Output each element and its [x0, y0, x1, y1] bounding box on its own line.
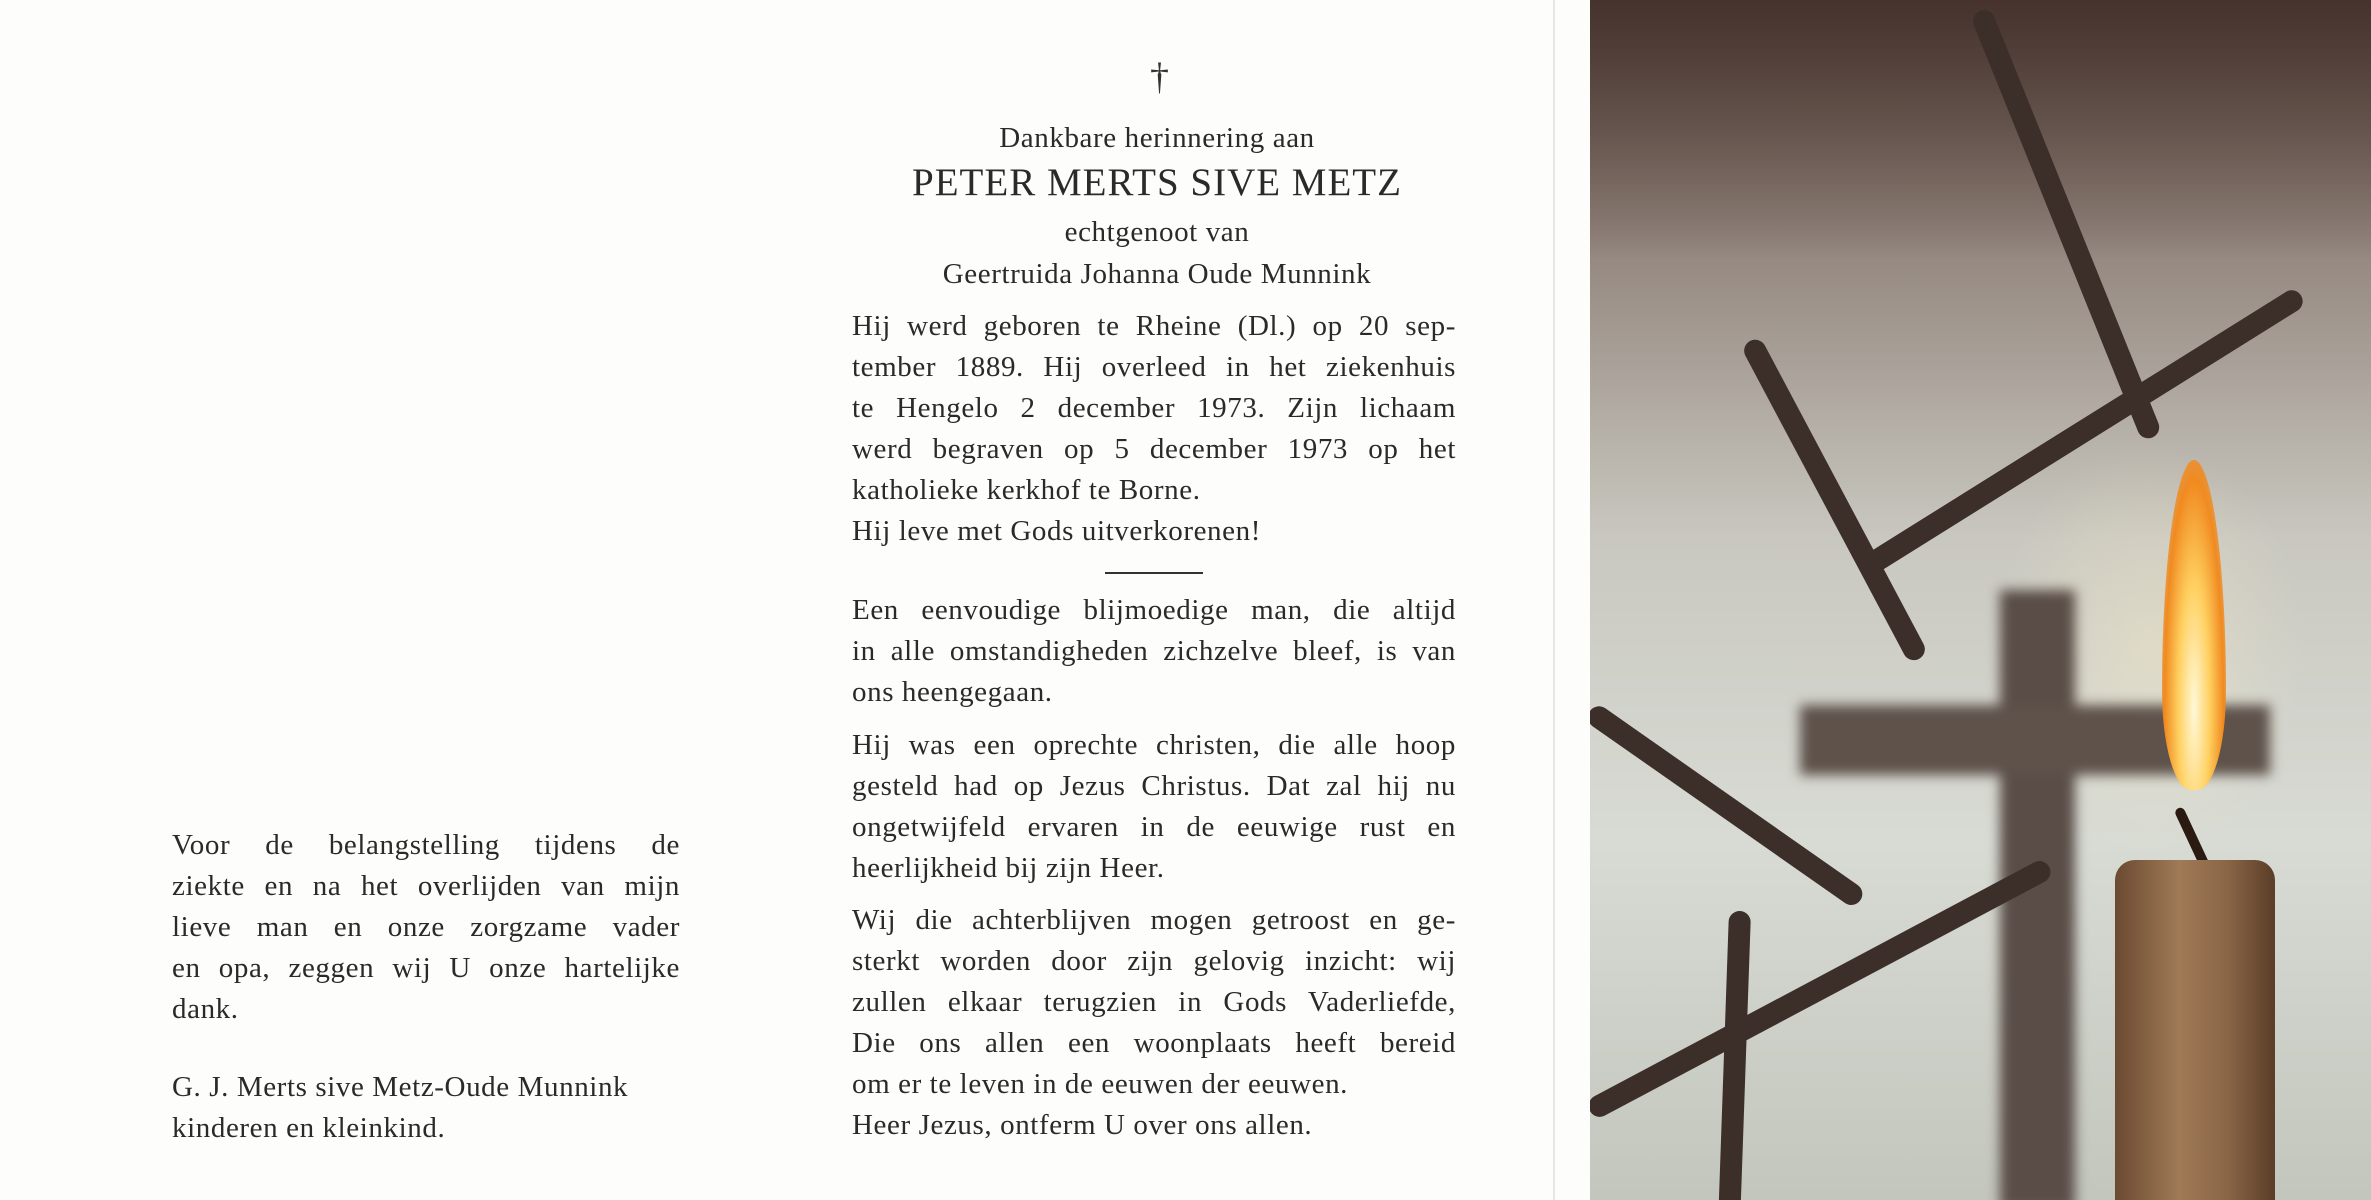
bio-line: Hij leve met Gods uitverkorenen!: [852, 515, 1261, 547]
thanks-line: lieve man en onze zorgzame vader: [172, 911, 680, 943]
bio-line: Hij werd geboren te Rheine (Dl.) op 20 sep-: [852, 310, 1456, 342]
text-line: sterkt worden door zijn gelovig inzicht: wij: [852, 945, 1456, 977]
text-line: Hij was een oprechte christen, die alle hoop: [852, 729, 1456, 761]
divider: [1105, 572, 1203, 574]
thorn-branch: [1740, 336, 1928, 664]
text-line: Wij die achterblijven mogen getroost en ge-: [852, 904, 1456, 936]
card-fold-line: [1553, 0, 1555, 1200]
text-line: ongetwijfeld ervaren in de eeuwige rust en: [852, 811, 1456, 843]
text-line: heerlijkheid bij zijn Heer.: [852, 852, 1165, 884]
deceased-name: PETER MERTS SIVE METZ: [912, 161, 1402, 204]
cross-icon: †: [1150, 56, 1169, 98]
thanks-line: Voor de belangstelling tijdens de: [172, 829, 680, 861]
signature-line: G. J. Merts sive Metz-Oude Munnink: [172, 1071, 629, 1103]
text-line: Die ons allen een woonplaats heeft bereid: [852, 1027, 1456, 1059]
candle: [2115, 860, 2275, 1200]
bio-line: tember 1889. Hij overleed in het ziekenhuis: [852, 351, 1456, 383]
spouse-label: echtgenoot van: [1064, 216, 1250, 248]
thorn-branch: [1854, 286, 2307, 580]
text-line: zullen elkaar terugzien in Gods Vaderliefde,: [852, 986, 1456, 1018]
text-line: Heer Jezus, ontferm U over ons allen.: [852, 1109, 1313, 1141]
candle-cross-photo: [1590, 0, 2371, 1200]
bio-line: katholieke kerkhof te Borne.: [852, 474, 1201, 506]
thorn-branch: [1717, 911, 1751, 1200]
thorn-branch: [1590, 857, 2054, 1121]
text-line: Een eenvoudige blijmoedige man, die altijd: [852, 594, 1456, 626]
candle-flame: [2162, 460, 2226, 790]
text-line: om er te leven in de eeuwen der eeuwen.: [852, 1068, 1349, 1100]
bio-line: te Hengelo 2 december 1973. Zijn lichaam: [852, 392, 1456, 424]
signature-line: kinderen en kleinkind.: [172, 1112, 446, 1144]
thanks-line: en opa, zeggen wij U onze hartelijke: [172, 952, 680, 984]
text-line: gesteld had op Jezus Christus. Dat zal hij nu: [852, 770, 1456, 802]
text-line: in alle omstandigheden zichzelve bleef, is van: [852, 635, 1456, 667]
text-line: ons heengegaan.: [852, 676, 1053, 708]
thanks-line: ziekte en na het overlijden van mijn: [172, 870, 680, 902]
spouse-name: Geertruida Johanna Oude Munnink: [942, 258, 1372, 290]
heading: Dankbare herinnering aan: [999, 122, 1315, 154]
thanks-line: dank.: [172, 993, 239, 1025]
bio-line: werd begraven op 5 december 1973 op het: [852, 433, 1456, 465]
